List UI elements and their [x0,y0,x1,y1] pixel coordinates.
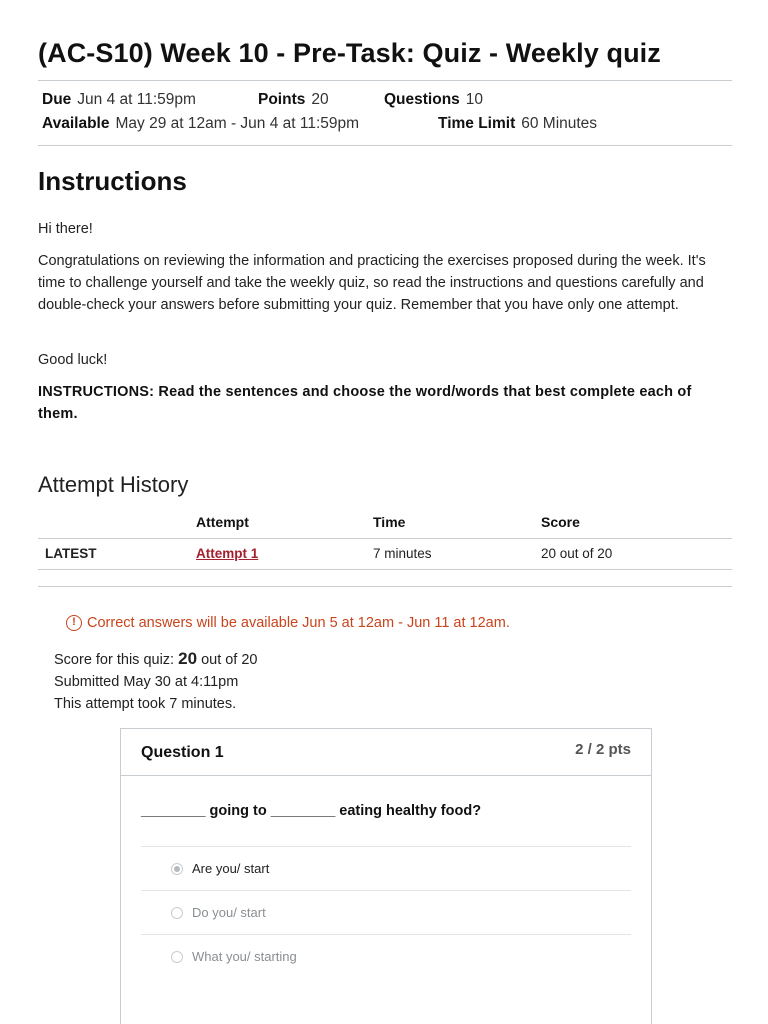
answer-label: Are you/ start [192,861,270,876]
time-cell: 7 minutes [373,539,541,570]
instructions-directive: INSTRUCTIONS: Read the sentences and choose the word/words that best complete each of them. [38,384,692,422]
score-line [54,648,258,671]
divider [38,145,732,146]
column-header-attempt: Attempt [196,508,373,539]
closing-text: Good luck! [38,352,108,368]
table-row [38,539,732,570]
due-label: Due [42,91,72,108]
notice-text: Correct answers will be available Jun 5 at 12am - Jun 11 at 12am. [87,615,510,631]
questions-label: Questions [384,91,460,108]
time-limit-label: Time Limit [438,115,516,132]
question-header [121,729,651,776]
answer-option[interactable] [141,934,631,978]
available-value: May 29 at 12am - Jun 4 at 11:59pm [115,115,360,132]
question-text: ________ going to ________ eating healthy food? [141,803,482,819]
answer-option[interactable] [141,890,631,934]
radio-icon[interactable] [171,907,183,919]
correct-answers-notice [66,615,510,631]
attempt-link[interactable]: Attempt 1 [196,546,259,561]
time-limit-value: 60 Minutes [521,115,598,132]
question-title: Question 1 [141,744,224,761]
due-info [42,91,196,109]
column-header-time: Time [373,508,541,539]
column-header-score: Score [541,508,732,539]
question-points: 2 / 2 pts [575,741,631,758]
questions-info [384,91,483,109]
points-label: Points [258,91,306,108]
instructions-heading: Instructions [38,166,187,196]
score-cell: 20 out of 20 [541,539,732,570]
available-label: Available [42,115,110,132]
available-info [42,115,359,133]
answer-option[interactable] [141,846,631,890]
score-label: Score for this quiz: [54,652,175,668]
answer-list [141,846,631,978]
column-header [38,508,196,539]
alert-circle-icon: ! [66,615,82,631]
question-card [120,728,652,1024]
duration-text: This attempt took 7 minutes. [54,696,237,712]
score-value: 20 [178,649,198,668]
time-limit-info [438,115,597,133]
score-suffix: out of 20 [201,652,258,668]
divider [38,586,732,587]
attempt-history-table [38,508,732,570]
points-value: 20 [311,91,329,108]
submitted-text: Submitted May 30 at 4:11pm [54,674,239,690]
greeting-text: Hi there! [38,221,93,237]
instructions-body: Congratulations on reviewing the information and practicing the exercises proposed during the week. It's time to challenge yourself and take the weekly quiz, so read the instructions and questions carefully and double-check your answers before submitting your quiz. Remember that you have only one attempt. [38,253,706,313]
answer-label: Do you/ start [192,905,266,920]
quiz-title: (AC-S10) Week 10 - Pre-Task: Quiz - Weekly quiz [38,38,661,68]
latest-label: LATEST [38,539,196,570]
due-value: Jun 4 at 11:59pm [77,91,196,108]
answer-label: What you/ starting [192,949,297,964]
attempt-cell [196,539,373,570]
attempt-history-heading: Attempt History [38,472,189,497]
divider [38,80,732,81]
questions-value: 10 [465,91,484,108]
radio-selected-icon[interactable] [171,863,183,875]
points-info [258,91,329,109]
radio-icon[interactable] [171,951,183,963]
score-summary [54,648,258,715]
